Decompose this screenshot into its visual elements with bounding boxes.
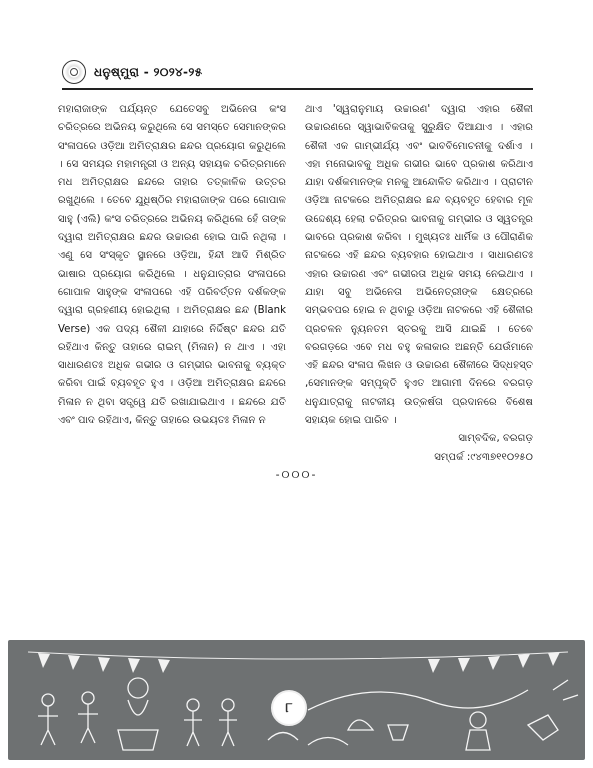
header-rule (62, 88, 533, 90)
page-header (62, 60, 202, 84)
emblem-icon (62, 60, 86, 84)
right-paragraph: ଥାଏ 'ସ୍ୱରାନୁମାୟ ଉଚ୍ଚାରଣ' ଦ୍ୱାରା ଏହାର ଶୈଳୀ ଉଚ୍ଚାରଣରେ ସ୍ୱାଭାବିକତାକୁ ସୁରୁକ୍ଷିତ ଦିଆଯାଏ । ଏହାର ଶୈଳୀ ଏକ ଗାମ୍ଭୀର୍ଯ୍ୟ ଏବଂ ଭାବବିମୋଚନୀକୁ ଦର୍ଶାଏ । ଏହା ମନୋଭାବକୁ ଅଧିକ ଗଭୀର ଭାବେ ପ୍ରକାଶ କରିଥାଏ ଯାହା ଦର୍ଶକମାନଙ୍କ ମନକୁ ଆନ୍ଦୋଳିତ କରିଥାଏ । ପ୍ରାଚୀନ ଓଡ଼ିଆ ନାଟକରେ ଅମିତ୍ରାକ୍ଷର ଛନ୍ଦ ବ୍ୟବହୃତ ହେବାର ମୂଳ ଉଦ୍ଦେଶ୍ୟ ହେଲା ଚରିତ୍ରର ଭାବନାକୁ ଗମ୍ଭୀର ଓ ସ୍ୱତନ୍ତ୍ର ଭାବରେ ପ୍ରକାଶ କରିବା । ମୁଖ୍ୟତଃ ଧାର୍ମିକ ଓ ପୌରାଣିକ ନାଟକରେ ଏହି ଛନ୍ଦର ବ୍ୟବହାର ହୋଇଥାଏ । ସାଧାରଣତଃ ଏହାର ଉଚ୍ଚାରଣ ଏବଂ ଗଭୀରତା ଅଧିକ ସମୟ ନେଇଥାଏ । ଯାହା ସବୁ ଅଭିନେତା ଅଭିନେତ୍ରୀଙ୍କ କ୍ଷେତ୍ରରେ ସମ୍ଭବପର ହୋଇ ନ ଥିବାରୁ ଓଡ଼ିଆ ନାଟକରେ ଏହି ଶୈଳୀର ପ୍ରଚଳନ ନ୍ୟୁନତମ ସ୍ତରକୁ ଆସି ଯାଇଛି । ତେବେ ବରଗଡ଼ରେ ଏବେ ମଧ ବହୁ କଳାକାର ଅଛନ୍ତି ଯେଉଁମାନେ ଏହି ଛନ୍ଦର ସଂଳାପ ଲିଖନ ଓ ଉଚ୍ଚାରଣ ଶୈଳୀରେ ସିଦ୍ଧହସ୍ତ ,ସେମାନଙ୍କ ସମ୍ପୃକ୍ତି ହୁଏତ ଆଗାମୀ ଦିନରେ ବରଗଡ଼ ଧନୁଯାତ୍ରାକୁ ନାଟକୀୟ ଉତ୍କର୍ଷତା ପ୍ରଦାନରେ ବିଶେଷ ସହାୟକ ହୋଇ ପାରିବ । (305, 104, 533, 427)
right-column (305, 101, 533, 467)
magazine-title: ଧନୁଷ୍ମୁରା - ୨୦୨୪-୨୫ (94, 64, 203, 79)
left-paragraph: ମହାରାଜାଙ୍କ ପର୍ଯ୍ୟନ୍ତ ଯେତେସବୁ ଅଭିନେତା କଂସ ଚରିତ୍ରରେ ଅଭିନୟ କରୁଥିଲେ ସେ ସମସ୍ତେ ସେମାନଙ୍କର ସଂଳାପରେ ଓଡ଼ିଆ ଅମିତ୍ରାକ୍ଷର ଛନ୍ଦର ପ୍ରୟୋଗ କରୁଥିଲେ । ସେ ସମୟର ମହାମନ୍ତ୍ରୀ ଓ ଅନ୍ୟ ସହାୟକ ଚରିତ୍ରମାନେ ମଧ ଅମିତ୍ରାକ୍ଷର ଛନ୍ଦରେ ତାହାର ତତ୍କାଳିକ ଉତ୍ତର ରଖୁଥିଲେ । ତେବେ ଯୁଧିଷ୍ଠିର ମହାରାଜାଙ୍କ ପରେ ଗୋପାଳ ସାହୁ (ଏଲି) କଂସ ଚରିତ୍ରରେ ଅଭିନୟ କରିଥିଲେ ହେଁ ତାଙ୍କ ଦ୍ୱାରା ଅମିତ୍ରାକ୍ଷର ଛନ୍ଦର ଉଚ୍ଚାରଣ ହୋଇ ପାରି ନଥିଲା । ଏଣୁ ସେ ସଂସ୍କୃତ ସ୍ଥାନରେ ଓଡ଼ିଆ, ହିନ୍ଦୀ ଆଦି ମିଶ୍ରିତ ଭାଷାର ପ୍ରୟୋଗ କରିଥିଲେ । ଧନୁଯାତ୍ରାର ସଂଳାପରେ ଗୋପାଳ ସାହୁଙ୍କ ସଂଳାପରେ ଏହି ପରିବର୍ତ୍ତନ ଦର୍ଶକଙ୍କ ଦ୍ୱାରା ଗ୍ରହଣୀୟ ହୋଇଥିଲା । ଅମିତ୍ରାକ୍ଷର ଛନ୍ଦ (Blank Verse) ଏକ ପଦ୍ୟ ଶୈଳୀ ଯାହାରେ ନିର୍ଦ୍ଦିଷ୍ଟ ଛନ୍ଦର ଯତି ରହିଥାଏ କିନ୍ତୁ ତାହାରେ ରାଇମ୍ (ମିଳାନ) ନ ଥାଏ । ଏହା ସାଧାରଣତଃ ଅଧିକ ଗଭୀର ଓ ଗମ୍ଭୀର ଭାବନାକୁ ବ୍ୟକ୍ତ କରିବା ପାଇଁ ବ୍ୟବହୃତ ହୁଏ । ଓଡ଼ିଆ ଅମିତ୍ରାକ୍ଷର ଛନ୍ଦରେ ମିଳାନ ନ ଥିବା ସତ୍ତ୍ୱେ ଯତି ରଖାଯାଇଥାଏ । ଛନ୍ଦରେ ଯତି ଏବଂ ପାଦ ରହିଥାଏ, କିନ୍ତୁ ତାହାରେ ଉଭୟତଃ ମିଳାନ ନ (58, 104, 286, 427)
page-number: ୮ (271, 690, 307, 726)
section-separator: -୦୦୦- (275, 468, 318, 481)
left-column (58, 101, 286, 430)
author-affiliation: ସାମ୍ବଦିକ, ବରଗଡ଼ (458, 433, 533, 445)
author-contact: ସମ୍ପର୍କ :୯୪୩୭୧୧୦୨୫୦ (434, 451, 533, 463)
